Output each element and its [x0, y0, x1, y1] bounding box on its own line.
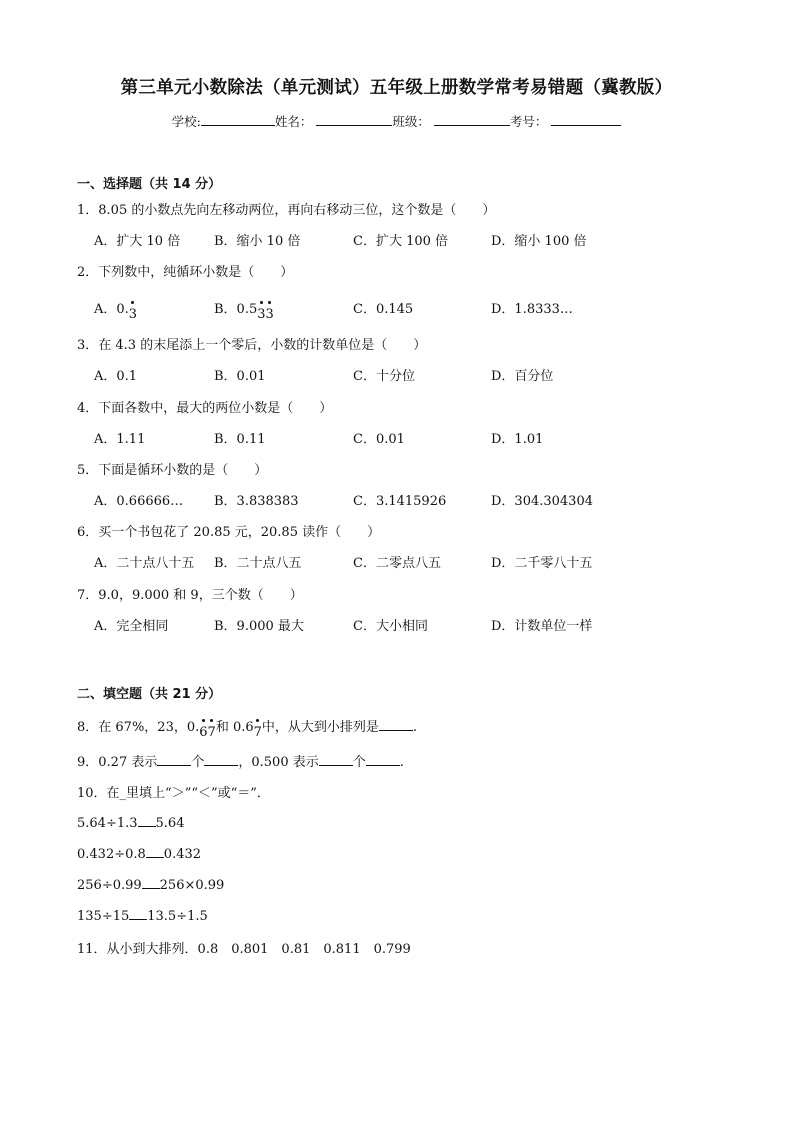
compare-item: [77, 876, 224, 893]
answer-blank[interactable]: [157, 753, 191, 766]
option-a[interactable]: A．扩大 10 倍: [94, 234, 181, 249]
repeat-dot: [131, 301, 134, 304]
option-b[interactable]: B．缩小 10 倍: [214, 234, 301, 249]
question-8-suffix: 中，从大到小排列是: [261, 720, 379, 735]
school-label: 学校:: [171, 114, 201, 129]
option-c[interactable]: C．二零点八五: [353, 556, 441, 571]
repeat-dot: [256, 719, 259, 722]
class-label: 班级：: [392, 114, 430, 129]
question-3-stem: 3．在 4.3 的末尾添上一个零后，小数的计数单位是（ ）: [77, 338, 427, 353]
compare-blank[interactable]: [142, 876, 160, 889]
answer-blank[interactable]: [204, 753, 238, 766]
question-8-prefix: 8．在 67%，23，0.: [77, 720, 200, 735]
answer-blank[interactable]: [319, 753, 353, 766]
question-1-stem: 1．8.05 的小数点先向左移动两位，再向右移动三位，这个数是（ ）: [77, 203, 496, 218]
question-8-mid: 和 0.6: [215, 720, 254, 735]
question-5-options: [94, 490, 714, 510]
repeat-dot: [202, 719, 205, 722]
compare-right: 13.5÷1.5: [147, 909, 208, 924]
question-9-part: 个: [352, 755, 366, 770]
option-a[interactable]: A．完全相同: [94, 619, 169, 634]
option-c[interactable]: C．3.1415926: [353, 494, 447, 509]
option-d[interactable]: D．缩小 100 倍: [491, 234, 587, 249]
option-d[interactable]: D．1.8333…: [491, 302, 573, 317]
question-2-options: [94, 298, 714, 322]
option-c[interactable]: C．0.145: [353, 302, 414, 317]
exam-no-label: 考号：: [509, 114, 548, 129]
question-9-part: 9．0.27 表示: [77, 755, 158, 770]
question-9-part: 个: [191, 755, 205, 770]
question-1-options: [94, 230, 714, 250]
question-4-stem: 4．下面各数中，最大的两位小数是（ ）: [77, 401, 333, 416]
name-label: 姓名：: [274, 114, 313, 129]
question-7-stem: 7．9.0，9.000 和 9，三个数（ ）: [77, 588, 303, 603]
question-8: [77, 716, 418, 740]
compare-right: 256×0.99: [159, 878, 225, 893]
compare-left: 5.64÷1.3: [77, 816, 138, 831]
option-d[interactable]: D．百分位: [491, 369, 554, 384]
option-d[interactable]: D．1.01: [491, 432, 544, 447]
option-d[interactable]: D．计数单位一样: [491, 619, 593, 634]
question-11-stem: 11．从小到大排列．0.8 0.801 0.81 0.811 0.799: [77, 942, 411, 957]
repeating-digit: 7: [254, 725, 262, 740]
option-b[interactable]: [214, 298, 274, 322]
question-5-stem: 5．下面是循环小数的是（ ）: [77, 463, 268, 478]
repeating-digit: 6: [199, 725, 207, 740]
question-10-stem: 10．在_里填上“＞”“＜”或“＝”．: [77, 786, 270, 801]
repeating-digit: 7: [208, 725, 216, 740]
option-a[interactable]: A．0.1: [94, 369, 138, 384]
class-blank[interactable]: [434, 113, 510, 126]
repeating-digit: 3: [129, 307, 137, 322]
repeating-digit: 3: [266, 307, 274, 322]
name-blank[interactable]: [316, 113, 392, 126]
answer-blank[interactable]: [379, 718, 413, 731]
option-a-label: A．0.: [94, 302, 129, 317]
period: .: [412, 720, 418, 735]
compare-item: [77, 845, 201, 862]
student-info-line: [0, 112, 793, 130]
option-d[interactable]: D．304.304304: [491, 494, 593, 509]
section-fill-title: 二、填空题（共 21 分）: [77, 687, 222, 702]
school-blank[interactable]: [201, 113, 275, 126]
period: .: [399, 755, 404, 770]
compare-blank[interactable]: [129, 907, 147, 920]
compare-left: 0.432÷0.8: [77, 847, 146, 862]
repeating-digit: 3: [257, 307, 265, 322]
option-d[interactable]: D．二千零八十五: [491, 556, 593, 571]
option-c[interactable]: C．0.01: [353, 432, 405, 447]
compare-blank[interactable]: [146, 845, 164, 858]
option-b[interactable]: B．二十点八五: [214, 556, 302, 571]
compare-left: 256÷0.99: [77, 878, 142, 893]
answer-blank[interactable]: [366, 753, 400, 766]
option-b[interactable]: B．9.000 最大: [214, 619, 304, 634]
compare-item: [77, 907, 208, 924]
option-c[interactable]: C．扩大 100 倍: [353, 234, 449, 249]
question-6-options: [94, 552, 714, 572]
option-b[interactable]: B．0.11: [214, 432, 266, 447]
question-3-options: [94, 365, 714, 385]
page-title: 第三单元小数除法（单元测试）五年级上册数学常考易错题（冀教版）: [120, 78, 673, 98]
question-4-options: [94, 428, 714, 448]
section-choice-title: 一、选择题（共 14 分）: [77, 177, 222, 192]
compare-right: 5.64: [155, 816, 185, 831]
option-c[interactable]: C．十分位: [353, 369, 415, 384]
option-a[interactable]: A．0.66666…: [94, 494, 184, 509]
option-b-label: B．0.5: [214, 302, 258, 317]
question-2-stem: 2．下列数中，纯循环小数是（ ）: [77, 265, 294, 280]
compare-blank[interactable]: [138, 814, 156, 827]
option-c[interactable]: C．大小相同: [353, 619, 428, 634]
option-a[interactable]: A．1.11: [94, 432, 146, 447]
compare-item: [77, 814, 184, 831]
compare-right: 0.432: [163, 847, 202, 862]
option-b[interactable]: B．0.01: [214, 369, 266, 384]
repeat-dot: [268, 301, 271, 304]
question-7-options: [94, 615, 714, 635]
question-9: [77, 751, 404, 770]
question-9-part: ，0.500 表示: [238, 755, 319, 770]
exam-no-blank[interactable]: [551, 113, 621, 126]
repeat-dot: [210, 719, 213, 722]
option-a[interactable]: [94, 298, 138, 322]
option-b[interactable]: B．3.838383: [214, 494, 299, 509]
option-a[interactable]: A．二十点八十五: [94, 556, 195, 571]
repeat-dot: [260, 301, 263, 304]
compare-left: 135÷15: [77, 909, 130, 924]
question-6-stem: 6．买一个书包花了 20.85 元，20.85 读作（ ）: [77, 525, 381, 540]
